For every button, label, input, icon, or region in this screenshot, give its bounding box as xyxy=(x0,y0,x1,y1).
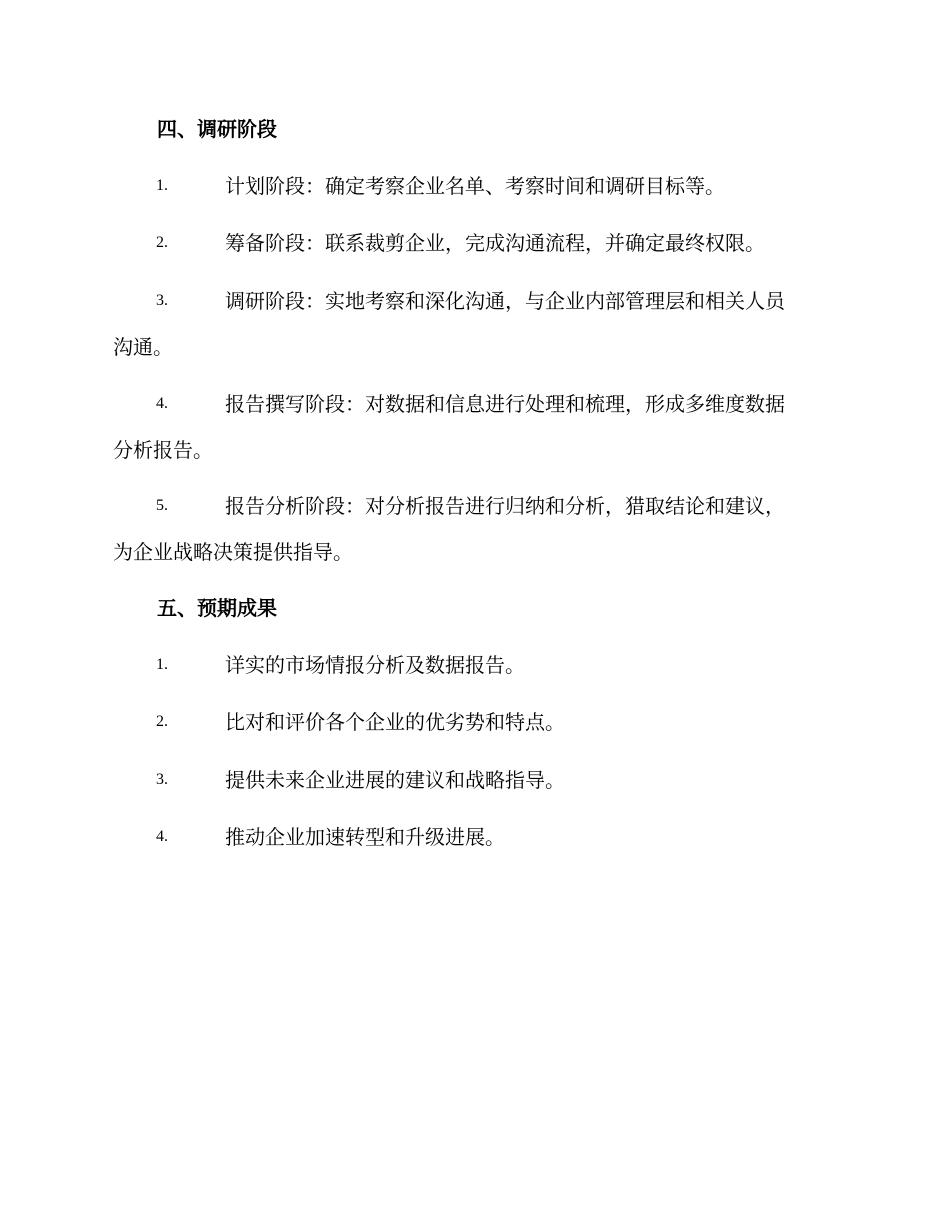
list-item xyxy=(113,390,833,482)
list-item-continuation: 沟通。 xyxy=(113,335,173,359)
list-item xyxy=(113,651,833,697)
list-item-number: 4. xyxy=(156,395,168,412)
list-item-text: 比对和评价各个企业的优劣势和特点。 xyxy=(225,710,565,734)
list-item-text: 报告分析阶段：对分析报告进行归纳和分析，猎取结论和建议， xyxy=(225,494,785,518)
section-heading-expected-results: 五、预期成果 xyxy=(157,596,277,620)
list-item-text: 提供未来企业进展的建议和战略指导。 xyxy=(225,768,565,792)
list-item xyxy=(113,766,833,812)
list-item xyxy=(113,287,833,379)
list-item-text: 筹备阶段：联系裁剪企业，完成沟通流程，并确定最终权限。 xyxy=(225,231,765,255)
list-item-continuation: 分析报告。 xyxy=(113,438,213,462)
list-item-number: 3. xyxy=(156,292,168,309)
list-item-text: 调研阶段：实地考察和深化沟通，与企业内部管理层和相关人员 xyxy=(225,289,785,313)
list-item-text: 计划阶段：确定考察企业名单、考察时间和调研目标等。 xyxy=(225,174,725,198)
list-item-text: 推动企业加速转型和升级进展。 xyxy=(225,825,505,849)
section-heading-research-stages: 四、调研阶段 xyxy=(157,117,277,141)
list-item xyxy=(113,172,833,218)
list-item-text: 详实的市场情报分析及数据报告。 xyxy=(225,653,525,677)
list-item-number: 1. xyxy=(156,656,168,673)
list-item xyxy=(113,229,833,275)
list-item-number: 4. xyxy=(156,828,168,845)
list-item xyxy=(113,823,833,869)
list-item-number: 1. xyxy=(156,177,168,194)
list-item-continuation: 为企业战略决策提供指导。 xyxy=(113,540,353,564)
list-item-text: 报告撰写阶段：对数据和信息进行处理和梳理，形成多维度数据 xyxy=(225,392,785,416)
list-item-number: 2. xyxy=(156,713,168,730)
list-item xyxy=(113,708,833,754)
list-item xyxy=(113,492,833,584)
list-item-number: 3. xyxy=(156,771,168,788)
list-item-number: 5. xyxy=(156,497,168,514)
list-item-number: 2. xyxy=(156,234,168,251)
